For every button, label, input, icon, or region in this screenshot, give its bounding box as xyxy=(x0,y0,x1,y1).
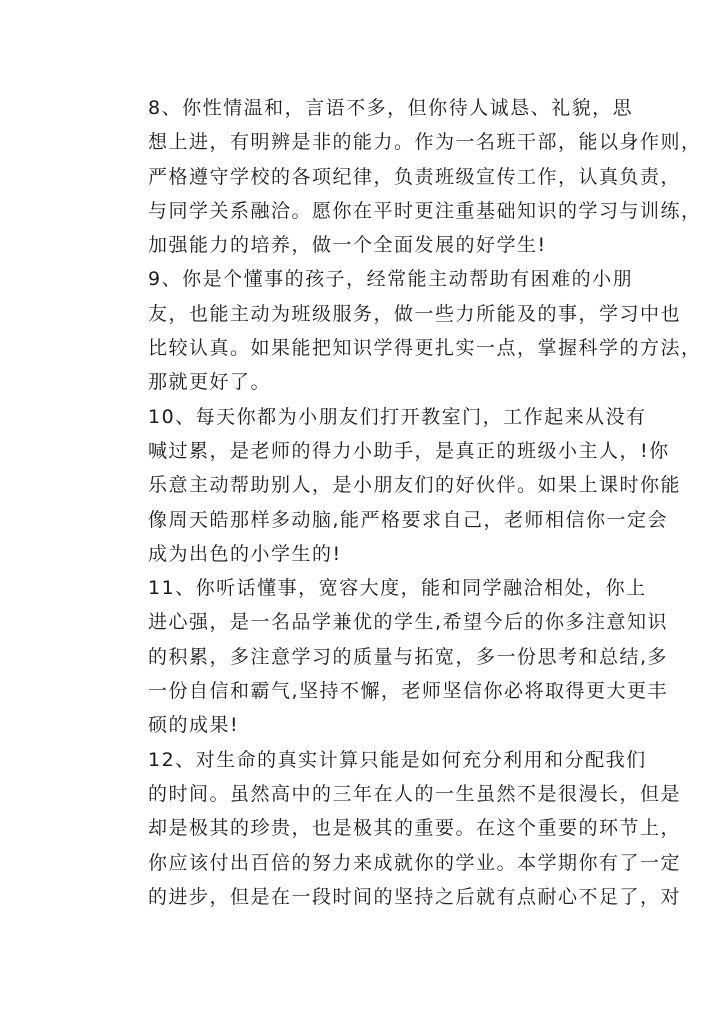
text-line: 你应该付出百倍的努力来成就你的学业。本学期你有了一定 xyxy=(148,851,682,874)
text-line: 硕的成果! xyxy=(148,714,240,737)
text-line: 10、每天你都为小朋友们打开教室门，工作起来从没有 xyxy=(148,405,647,428)
text-line: 乐意主动帮助别人，是小朋友们的好伙伴。如果上课时你能 xyxy=(148,474,682,497)
text-line: 8、你性情温和，言语不多，但你待人诚恳、礼貌，思 xyxy=(148,97,634,119)
text-line: 成为出色的小学生的! xyxy=(148,542,342,565)
text-line: 9、你是个懂事的孩子，经常能主动帮助有困难的小朋 xyxy=(148,268,634,291)
text-line: 严格遵守学校的各项纪律，负责班级宣传工作，认真负责， xyxy=(148,165,682,188)
paragraph-comment-12 xyxy=(110,743,682,914)
text-line: 比较认真。如果能把知识学得更扎实一点，掌握科学的方法， xyxy=(148,337,702,360)
text-line: 与同学关系融洽。愿你在平时更注重基础知识的学习与训练， xyxy=(148,199,702,222)
text-line: 却是极其的珍贵，也是极其的重要。在这个重要的环节上， xyxy=(148,817,682,840)
text-line: 加强能力的培养，做一个全面发展的好学生! xyxy=(148,234,547,257)
paragraph-comment-11 xyxy=(110,571,669,742)
text-line: 想上进，有明辨是非的能力。作为一名班干部，能以身作则， xyxy=(148,131,702,154)
text-line: 喊过累，是老师的得力小助手，是真正的班级小主人，!你 xyxy=(148,439,670,462)
text-line: 一份自信和霸气,坚持不懈，老师坚信你必将取得更大更丰 xyxy=(148,680,669,703)
paragraph-comment-8 xyxy=(110,91,702,262)
text-line: 11、你听话懂事，宽容大度，能和同学融洽相处，你上 xyxy=(148,577,647,600)
text-line: 像周天皓那样多动脑,能严格要求自己，老师相信你一定会 xyxy=(148,508,669,531)
paragraph-comment-9 xyxy=(110,262,702,399)
text-line: 12、对生命的真实计算只能是如何充分利用和分配我们 xyxy=(148,748,647,771)
text-line: 的进步，但是在一段时间的坚持之后就有点耐心不足了，对 xyxy=(148,885,682,908)
text-line: 友，也能主动为班级服务，做一些力所能及的事，学习中也 xyxy=(148,302,682,325)
text-line: 的时间。虽然高中的三年在人的一生虽然不是很漫长，但是 xyxy=(148,782,682,805)
text-line: 那就更好了。 xyxy=(148,371,272,394)
paragraph-comment-10 xyxy=(110,400,682,571)
document-body xyxy=(110,91,702,914)
text-line: 进心强，是一名品学兼优的学生,希望今后的你多注意知识 xyxy=(148,611,669,634)
text-line: 的积累，多注意学习的质量与拓宽，多一份思考和总结,多 xyxy=(148,645,669,668)
